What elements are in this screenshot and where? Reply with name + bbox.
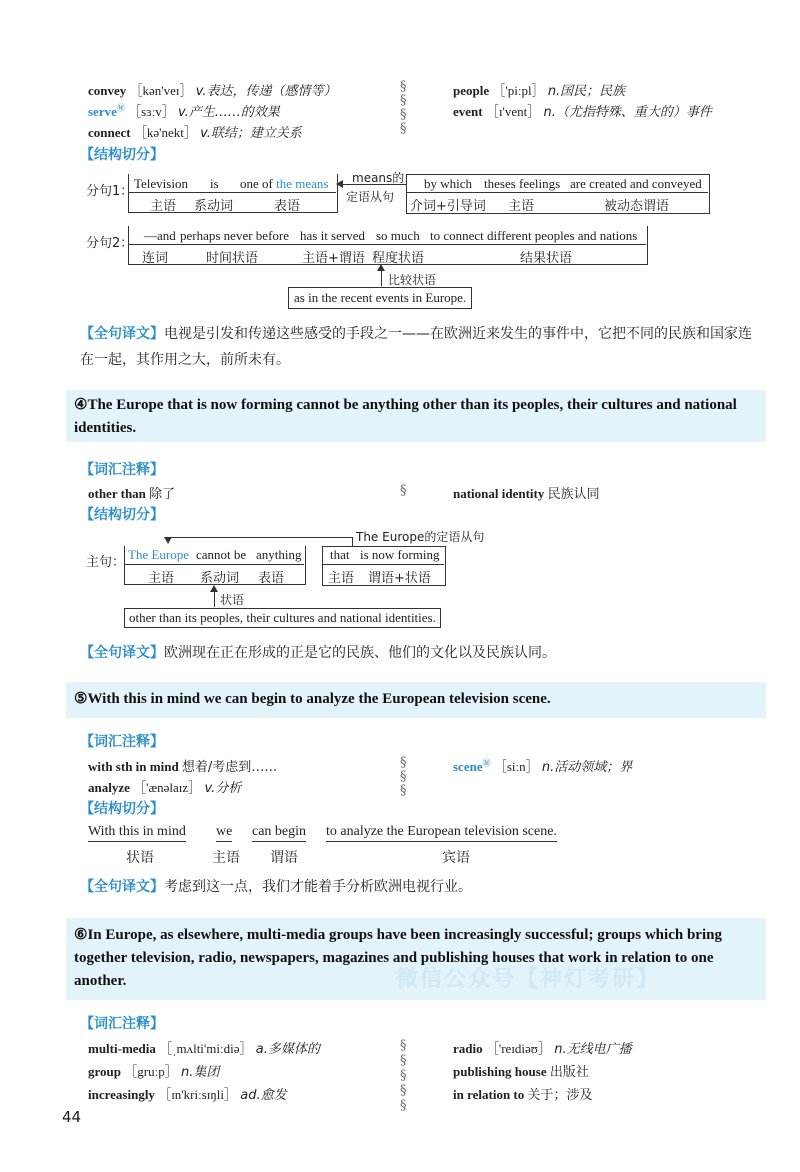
vocab-header: 【词汇注释】 — [80, 734, 164, 750]
vocab-word: analyze — [88, 780, 130, 795]
role-verb: 系动词 — [200, 571, 240, 586]
page-number: 44 — [62, 1108, 82, 1126]
vocab-phonetic: ［sɜːv］ — [128, 104, 175, 119]
vocab-def: v.联结；建立关系 — [200, 126, 302, 141]
exam-badge-icon: ㊙ — [482, 758, 491, 768]
rel-that: that — [330, 547, 350, 562]
vocab-def: 除了 — [149, 487, 176, 502]
rel-verb: are created and conveyed — [570, 176, 702, 191]
compare-box: as in the recent events in Europe. — [288, 287, 472, 309]
arrow-down-icon — [164, 537, 172, 544]
vocab-other-than — [88, 483, 175, 502]
vocab-word: with sth in mind — [88, 759, 179, 774]
main-predicative: anything — [256, 547, 302, 562]
divider — [128, 192, 336, 193]
translation-text: 电视是引发和传递这些感受的手段之一——在欧洲近来发生的事件中，它把不同的民族和国家连在一起，其作用之大，前所未有。 — [80, 326, 752, 368]
role-passive: 被动态谓语 — [604, 199, 670, 214]
connector-line — [168, 537, 352, 538]
sentence-number: ④ — [74, 397, 88, 413]
adv-label: 状语 — [220, 593, 245, 607]
clause2-time: perhaps never before — [180, 228, 289, 243]
vocab-phonetic: ［'ænəlaɪz］ — [133, 780, 202, 795]
clause2-label: 分句2： — [86, 236, 134, 251]
vocab-word: scene — [453, 759, 483, 774]
clause2-and: —and — [144, 228, 176, 243]
vocab-word: publishing house — [453, 1064, 547, 1079]
vocab-word: convey — [88, 83, 127, 98]
structure-header: 【结构切分】 — [80, 147, 164, 163]
vocab-def: n.集团 — [180, 1065, 220, 1080]
vocab-word: increasingly — [88, 1087, 155, 1102]
vocab-def: v.表达，传递（感情等） — [195, 84, 337, 99]
sentence-text: In Europe, as elsewhere, multi-media groups have been increasingly successful; groups which bring together television, radio, newspapers, magazines and publishing houses that work in relation to one another. — [74, 927, 722, 989]
vocab-in-relation-to — [453, 1084, 593, 1103]
vocab-word: connect — [88, 125, 131, 140]
vocab-def: 想着/考虑到…… — [181, 760, 278, 775]
structure-header: 【结构切分】 — [80, 507, 164, 523]
translation-text: 欧洲现在正在形成的正是它的民族、他们的文化以及民族认同。 — [164, 645, 556, 661]
role-subject: 主语 — [328, 571, 355, 586]
predicative-text: one of — [240, 176, 277, 191]
vocab-def: v.产生……的效果 — [178, 105, 280, 120]
vocab-with-sth-in-mind — [88, 756, 277, 775]
vocab-word: other than — [88, 486, 146, 501]
role-result: 结果状语 — [520, 251, 573, 266]
vocab-phonetic: ［kən'veɪ］ — [129, 83, 193, 98]
vocab-analyze — [88, 777, 241, 796]
role-sv: 主语+谓语 — [302, 251, 365, 266]
divider — [124, 564, 304, 565]
wavy-divider-icon: § § § § § — [400, 1038, 407, 1113]
vocab-def: 民族认同 — [547, 487, 600, 502]
role-subject: 主语 — [508, 199, 535, 214]
watermark: 微信公众号【神灯考研】 — [396, 967, 661, 992]
part-adverbial: With this in mind — [88, 824, 186, 842]
translation-header: 【全句译文】 — [80, 326, 164, 342]
vocab-word: in relation to — [453, 1087, 525, 1102]
sentence-number: ⑤ — [74, 691, 88, 707]
vocab-publishing-house — [453, 1061, 589, 1080]
vocab-event — [453, 101, 712, 120]
clause1-predicative — [240, 176, 328, 192]
vocab-def: n.无线电广播 — [554, 1042, 632, 1057]
vocab-increasingly — [88, 1084, 287, 1103]
sentence-number: ⑥ — [74, 927, 88, 943]
role-adverbial: 状语 — [126, 850, 154, 866]
clause1-label: 分句1： — [86, 184, 134, 199]
vocab-def: a.多媒体的 — [255, 1042, 320, 1057]
main-subject: The Europe — [128, 547, 190, 562]
vocab-word: event — [453, 104, 483, 119]
role-verb-adv: 谓语+状语 — [368, 571, 431, 586]
clause2-degree: so much — [376, 228, 420, 243]
main-verb: cannot be — [196, 547, 247, 562]
vocab-phonetic: ［ˌmʌlti'miːdiə］ — [159, 1041, 253, 1056]
role-subject: 主语 — [212, 850, 240, 866]
vocab-word: serve — [88, 104, 117, 119]
wavy-divider-icon: § — [400, 483, 407, 498]
rel-by-which: by which — [424, 176, 473, 191]
vocab-phonetic: ［ɪn'kriːsɪŋli］ — [158, 1087, 238, 1102]
connector-line — [214, 591, 215, 607]
part-subject: we — [216, 824, 232, 842]
vocab-phonetic: ［ɪ'vent］ — [485, 104, 541, 119]
role-verb: 系动词 — [194, 199, 234, 214]
clause2-sv: has it served — [300, 228, 365, 243]
clause1-subject: Television — [134, 176, 188, 191]
vocab-phonetic: ［kə'nekt］ — [133, 125, 197, 140]
main-label: 主句： — [86, 555, 126, 570]
wavy-divider-icon: § § § § — [400, 79, 407, 136]
divider — [406, 192, 708, 193]
sentence-6 — [74, 924, 746, 993]
vocab-def: n.（尤指特殊、重大的）事件 — [543, 105, 712, 120]
role-time: 时间状语 — [206, 251, 259, 266]
sentence-4 — [74, 394, 746, 440]
translation-header: 【全句译文】 — [80, 879, 164, 895]
translation-header: 【全句译文】 — [80, 645, 164, 661]
translation-3 — [80, 321, 760, 373]
role-subject: 主语 — [148, 571, 175, 586]
part-object: to analyze the European television scene. — [326, 824, 557, 842]
translation-4 — [80, 640, 760, 666]
sentence-5 — [74, 688, 746, 711]
means-note-2: 定语从句 — [346, 190, 395, 204]
role-conj: 连词 — [142, 251, 169, 266]
connector-line — [381, 270, 382, 286]
part-predicate: can begin — [252, 824, 306, 842]
role-predicative: 表语 — [258, 571, 285, 586]
sentence-text: With this in mind we can begin to analyze the European television scene. — [87, 691, 551, 707]
vocab-phonetic: ［'piːpl］ — [492, 83, 545, 98]
vocab-serve — [88, 101, 280, 120]
vocab-def: n.活动领域；界 — [541, 760, 633, 775]
sentence-text: The Europe that is now forming cannot be anything other than its peoples, their cultures and national identities. — [74, 397, 737, 436]
translation-5 — [80, 874, 760, 900]
wavy-divider-icon: § § § — [400, 755, 407, 798]
role-predicative: 表语 — [274, 199, 301, 214]
vocab-word: radio — [453, 1041, 483, 1056]
compare-label: 比较状语 — [388, 273, 437, 287]
vocab-people — [453, 80, 625, 99]
vocab-multi-media — [88, 1038, 320, 1057]
clause2-result: to connect different peoples and nations — [430, 228, 638, 243]
vocab-def: n.国民；民族 — [547, 84, 626, 99]
vocab-connect — [88, 122, 302, 141]
divider — [322, 564, 444, 565]
vocab-def: ad.愈发 — [240, 1088, 287, 1103]
structure-header: 【结构切分】 — [80, 801, 164, 817]
vocab-phonetic: ［siːn］ — [493, 759, 539, 774]
rel-subject: theses feelings — [484, 176, 561, 191]
exam-badge-icon: ㊙ — [116, 103, 125, 113]
vocab-national-identity — [453, 483, 600, 502]
vocab-def: 出版社 — [549, 1065, 589, 1080]
role-prep-rel: 介词+引导词 — [410, 199, 486, 214]
connector-line — [352, 537, 353, 546]
adv-box: other than its peoples, their cultures and national identities. — [124, 608, 441, 628]
vocab-word: group — [88, 1064, 121, 1079]
vocab-phonetic: ［'reɪdiəʊ］ — [485, 1041, 551, 1056]
translation-text: 考虑到这一点，我们才能着手分析欧洲电视行业。 — [164, 879, 472, 895]
vocab-def: 关于；涉及 — [527, 1088, 593, 1103]
vocab-def: v.分析 — [204, 781, 242, 796]
clause1-verb: is — [210, 176, 219, 191]
vocab-phonetic: ［gruːp］ — [124, 1064, 178, 1079]
role-predicate: 谓语 — [270, 850, 298, 866]
vocab-word: national identity — [453, 486, 545, 501]
divider — [128, 244, 646, 245]
vocab-header: 【词汇注释】 — [80, 1016, 164, 1032]
role-degree: 程度状语 — [372, 251, 425, 266]
vocab-word: multi-media — [88, 1041, 156, 1056]
rel-note: The Europe的定语从句 — [356, 530, 485, 544]
role-subject: 主语 — [150, 199, 177, 214]
vocab-radio — [453, 1038, 632, 1057]
vocab-scene — [453, 756, 632, 775]
vocab-convey — [88, 80, 337, 99]
rel-verb: is now forming — [360, 547, 440, 562]
role-object: 宾语 — [442, 850, 470, 866]
means-note-1: means的 — [352, 171, 405, 185]
the-means-highlight: the means — [276, 176, 329, 191]
vocab-word: people — [453, 83, 490, 98]
vocab-header: 【词汇注释】 — [80, 462, 164, 478]
vocab-group — [88, 1061, 219, 1080]
